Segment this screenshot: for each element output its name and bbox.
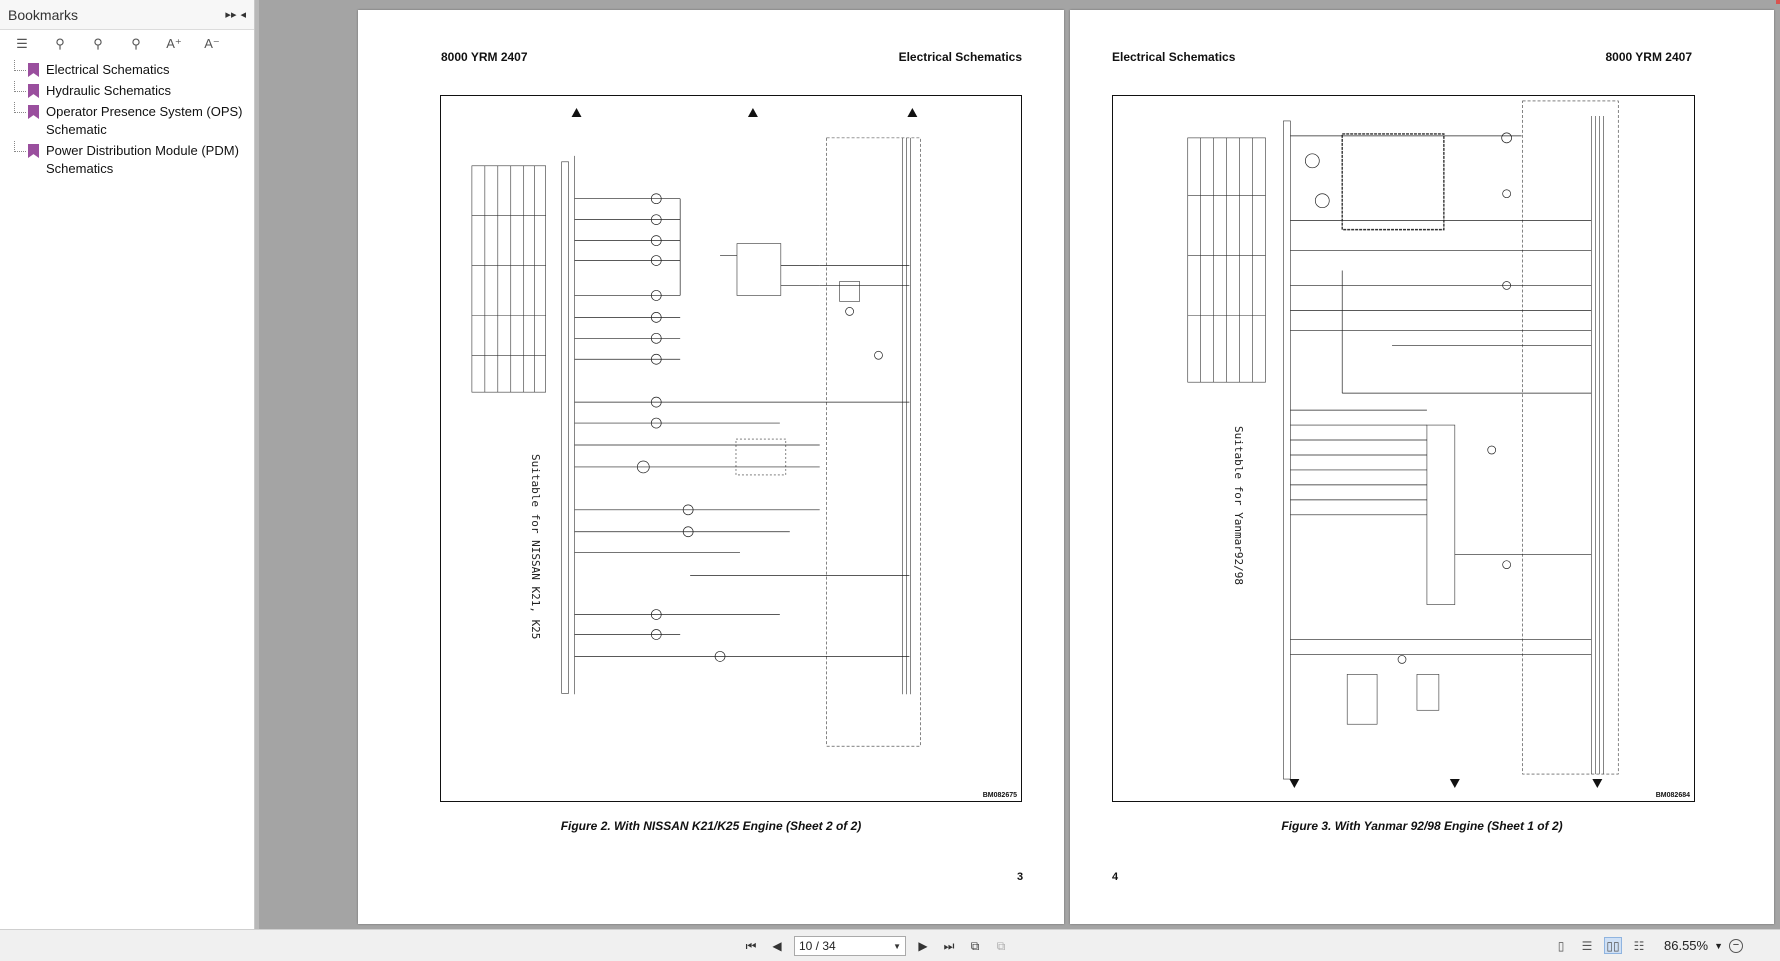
page-header-right: 8000 YRM 2407 bbox=[1605, 50, 1692, 64]
fit-width-icon[interactable]: ⧉ bbox=[996, 938, 1006, 953]
page-header-left: Electrical Schematics bbox=[1112, 50, 1236, 64]
bookmark-label: Power Distribution Module (PDM) Schematics bbox=[46, 143, 239, 176]
find-bookmark-icon[interactable]: ⚲ bbox=[55, 36, 65, 51]
view-mode-toolbar bbox=[1552, 937, 1648, 954]
bookmark-icon bbox=[28, 144, 39, 158]
page-navigation bbox=[742, 936, 1010, 956]
zoom-control bbox=[1664, 938, 1743, 953]
bookmark-tree bbox=[0, 58, 254, 180]
next-page-icon[interactable]: ▶ bbox=[918, 939, 928, 953]
drawing-code: BM082675 bbox=[982, 792, 1017, 799]
tree-connector bbox=[14, 60, 26, 71]
status-bar bbox=[0, 929, 1780, 961]
page-indicator: 10 / 34 bbox=[799, 939, 836, 953]
engine-suitability-label: Suitable for NISSAN K21, K25 bbox=[529, 454, 542, 640]
facing-view-icon[interactable]: ▯▯ bbox=[1604, 937, 1622, 954]
drawing-code: BM082684 bbox=[1655, 792, 1690, 799]
zoom-out-icon[interactable]: − bbox=[1729, 939, 1743, 953]
bookmark-pdm-schematics[interactable] bbox=[0, 141, 254, 180]
single-page-view-icon[interactable]: ▯ bbox=[1557, 938, 1565, 953]
bookmarks-panel bbox=[0, 0, 255, 929]
collapse-panel-icon[interactable]: ◂ bbox=[240, 9, 246, 21]
schematic-frame bbox=[1112, 95, 1695, 802]
last-page-icon[interactable]: ⏭ bbox=[943, 938, 955, 953]
bookmarks-header bbox=[0, 0, 254, 30]
bookmark-electrical-schematics[interactable] bbox=[0, 60, 254, 81]
zoom-dropdown-icon[interactable]: ▼ bbox=[1714, 940, 1724, 951]
figure-caption: Figure 2. With NISSAN K21/K25 Engine (Sheet 2 of 2) bbox=[560, 819, 862, 833]
window-accent bbox=[1776, 0, 1780, 4]
previous-page-icon[interactable]: ◀ bbox=[772, 939, 782, 953]
bookmark-ops-schematic[interactable] bbox=[0, 102, 254, 141]
continuous-facing-view-icon[interactable]: ☷ bbox=[1633, 938, 1645, 953]
wiring-schematic-drawing bbox=[441, 96, 1021, 801]
page-4 bbox=[1070, 10, 1774, 924]
tree-connector bbox=[14, 102, 26, 113]
figure-caption: Figure 3. With Yanmar 92/98 Engine (Sheet 1 of 2) bbox=[1281, 819, 1563, 833]
panel-controls bbox=[225, 8, 246, 21]
document-viewport[interactable] bbox=[256, 0, 1780, 929]
engine-suitability-label: Suitable for Yanmar92/98 bbox=[1232, 426, 1245, 585]
bookmark-icon bbox=[28, 105, 39, 119]
bookmark-icon bbox=[28, 63, 39, 77]
page-number: 4 bbox=[1112, 871, 1119, 883]
bookmark-icon bbox=[28, 84, 39, 98]
find-next-bookmark-icon[interactable]: ⚲ bbox=[131, 36, 141, 51]
continuous-view-icon[interactable]: ☰ bbox=[1581, 938, 1593, 953]
bookmark-label: Hydraulic Schematics bbox=[46, 83, 171, 98]
font-increase-icon[interactable]: A⁺ bbox=[166, 36, 182, 51]
zoom-level[interactable]: 86.55% bbox=[1664, 938, 1709, 953]
bookmark-options-icon[interactable]: ☰ bbox=[16, 36, 28, 51]
bookmark-hydraulic-schematics[interactable] bbox=[0, 81, 254, 102]
panel-splitter[interactable] bbox=[255, 0, 259, 929]
tree-connector bbox=[14, 81, 26, 92]
expand-panel-icon[interactable]: ▸▸ bbox=[225, 9, 237, 21]
fit-page-icon[interactable]: ⧉ bbox=[970, 938, 980, 953]
tree-connector bbox=[14, 141, 26, 152]
page-dropdown-icon[interactable]: ▼ bbox=[893, 941, 901, 951]
find-current-bookmark-icon[interactable]: ⚲ bbox=[93, 36, 103, 51]
bookmark-label: Operator Presence System (OPS) Schematic bbox=[46, 104, 243, 137]
font-decrease-icon[interactable]: A⁻ bbox=[204, 36, 220, 51]
page-header-right: Electrical Schematics bbox=[898, 50, 1022, 64]
page-number: 3 bbox=[1017, 871, 1024, 883]
first-page-icon[interactable]: ⏮ bbox=[745, 938, 757, 953]
page-header-left: 8000 YRM 2407 bbox=[441, 50, 528, 64]
schematic-frame bbox=[440, 95, 1022, 802]
wiring-schematic-drawing bbox=[1113, 96, 1694, 801]
bookmarks-toolbar bbox=[0, 30, 254, 58]
page-3 bbox=[358, 10, 1064, 924]
bookmarks-title: Bookmarks bbox=[8, 6, 79, 23]
page-number-field[interactable] bbox=[794, 936, 906, 956]
bookmark-label: Electrical Schematics bbox=[46, 62, 170, 77]
